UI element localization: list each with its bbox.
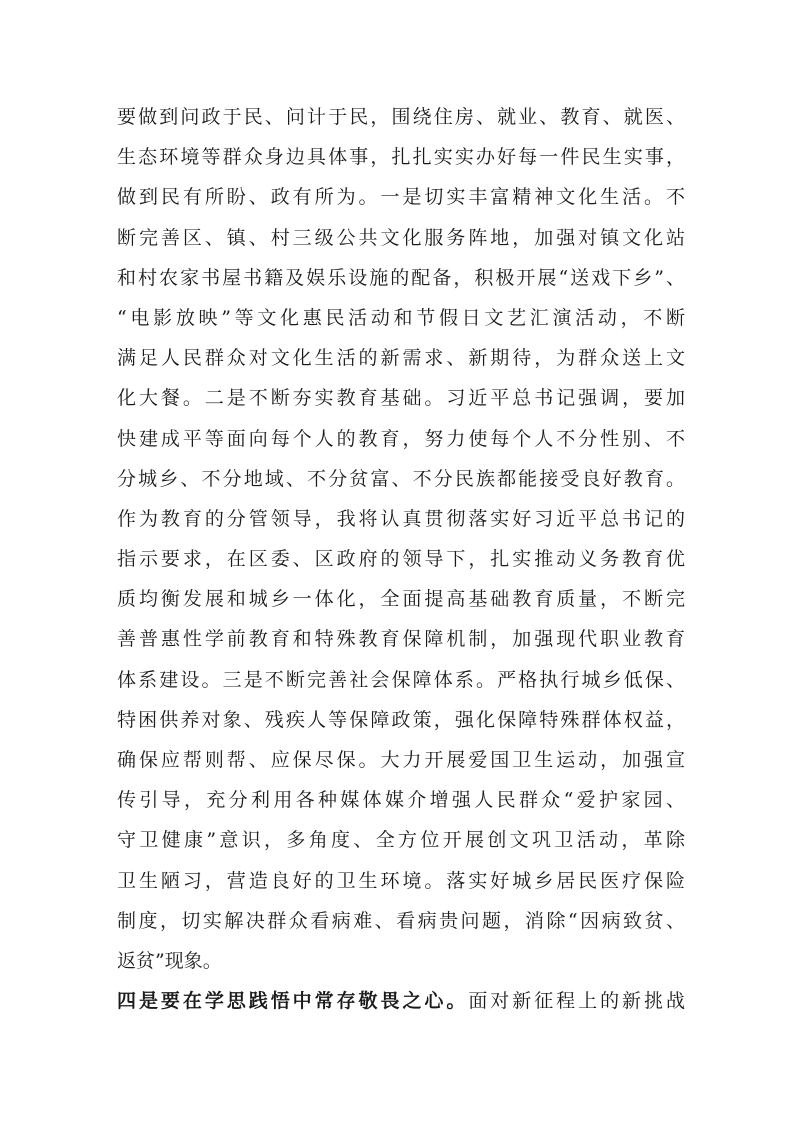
text-line: 质均衡发展和城乡一体化，全面提高基础教育质量，不断完 [117, 588, 685, 611]
text-line: 体系建设。三是不断完善社会保障体系。严格执行城乡低保、 [117, 668, 685, 691]
text-line: 传引导，充分利用各种媒体媒介增强人民群众“爱护家园、 [117, 789, 685, 812]
text-line: 守卫健康”意识，多角度、全方位开展创文巩卫活动，革除 [117, 829, 685, 852]
text-line: 化大餐。二是不断夯实教育基础。习近平总书记强调，要加 [117, 387, 685, 410]
text-line: 要做到问政于民、问计于民，围绕住房、就业、教育、就医、 [117, 106, 685, 128]
text-line: 特困供养对象、残疾人等保障政策，强化保障特殊群体权益， [117, 708, 685, 731]
text-line: 制度，切实解决群众看病难、看病贵问题，消除“因病致贫、 [117, 909, 685, 932]
text-line: 和村农家书屋书籍及娱乐设施的配备，积极开展“送戏下乡”、 [117, 266, 685, 289]
text-line: 生态环境等群众身边具体事，扎扎实实办好每一件民生实事， [117, 146, 685, 169]
text-line: 做到民有所盼、政有所为。一是切实丰富精神文化生活。不 [117, 186, 685, 209]
text-line: “电影放映”等文化惠民活动和节假日文艺汇演活动，不断 [117, 306, 685, 329]
text-line: 快建成平等面向每个人的教育，努力使每个人不分性别、不 [117, 427, 685, 450]
text-line: 分城乡、不分地域、不分贫富、不分民族都能接受良好教育。 [117, 467, 685, 490]
document-body [117, 97, 685, 1021]
text-line: 确保应帮则帮、应保尽保。大力开展爱国卫生运动，加强宣 [117, 749, 685, 771]
text-line: 满足人民群众对文化生活的新需求、新期待，为群众送上文 [117, 347, 685, 370]
section-four-text: 面对新征程上的新挑战 [468, 990, 685, 1013]
text-line: 作为教育的分管领导，我将认真贯彻落实好习近平总书记的 [117, 507, 685, 530]
section-four-heading: 四是要在学思践悟中常存敬畏之心。 [117, 990, 469, 1013]
text-line: 指示要求，在区委、区政府的领导下，扎实推动义务教育优 [117, 548, 685, 571]
text-line: 断完善区、镇、村三级公共文化服务阵地，加强对镇文化站 [117, 226, 685, 249]
text-line: 卫生陋习，营造良好的卫生环境。落实好城乡居民医疗保险 [117, 869, 685, 892]
paragraph-last-line: 返贫”现象。 [117, 949, 222, 972]
section-four-line [117, 981, 685, 1021]
text-line: 善普惠性学前教育和特殊教育保障机制，加强现代职业教育 [117, 628, 685, 651]
